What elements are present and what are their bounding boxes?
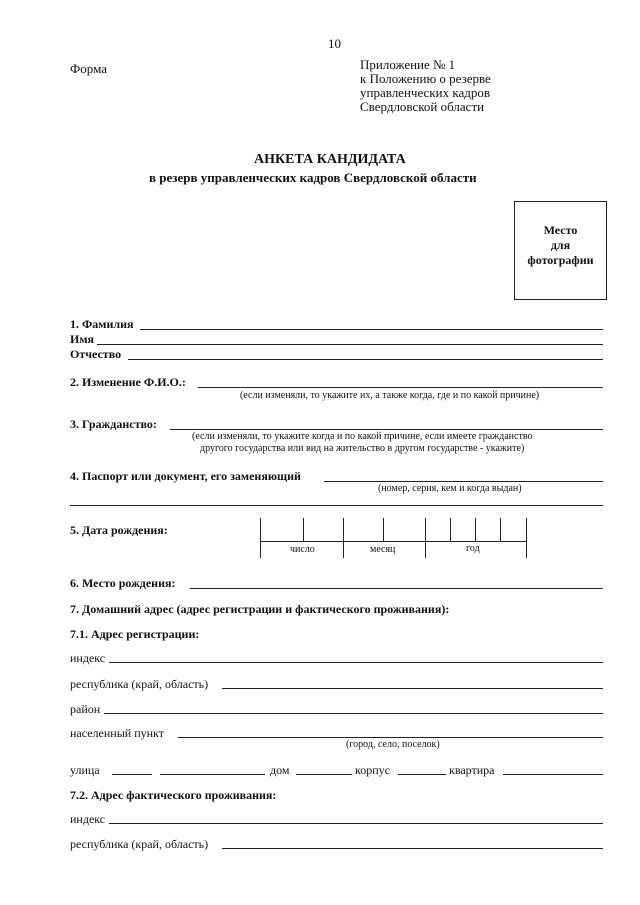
index-field[interactable]	[109, 823, 603, 824]
republic-field[interactable]	[222, 688, 603, 689]
citizenship-label: 3. Гражданство:	[70, 417, 157, 431]
apartment-field[interactable]	[503, 774, 603, 775]
house-field[interactable]	[296, 774, 352, 775]
date-day-label: число	[290, 544, 315, 555]
index-label: индекс	[70, 651, 106, 665]
form-title: АНКЕТА КАНДИДАТА	[254, 152, 406, 167]
appendix-line: управленческих кадров	[360, 85, 490, 100]
actual-address-heading: 7.2. Адрес фактического проживания:	[70, 788, 277, 802]
settlement-hint: (город, село, поселок)	[346, 739, 440, 750]
date-month-label: месяц	[370, 544, 396, 555]
photo-text: фотографии	[527, 253, 594, 267]
patronymic-field[interactable]	[128, 359, 603, 360]
photo-text: Место	[543, 223, 578, 237]
index-label: индекс	[70, 812, 106, 826]
citizenship-field[interactable]	[170, 429, 603, 430]
passport-field[interactable]	[324, 481, 603, 482]
surname-label: 1. Фамилия	[70, 317, 134, 331]
district-label: район	[70, 702, 101, 716]
birth-place-field[interactable]	[190, 588, 603, 589]
name-change-hint: (если изменяли, то укажите их, а также когда, где и по какой причине)	[240, 390, 540, 401]
birth-place-label: 6. Место рождения:	[70, 576, 176, 590]
appendix-line: Свердловской области	[360, 99, 485, 114]
apartment-label: квартира	[449, 763, 495, 777]
appendix-line: Приложение № 1	[360, 57, 456, 72]
name-label: Имя	[70, 332, 94, 346]
house-label: дом	[270, 763, 290, 777]
patronymic-label: Отчество	[70, 347, 122, 361]
form-subtitle: в резерв управленческих кадров Свердловской области	[149, 170, 477, 185]
photo-text: для	[550, 238, 571, 252]
republic-field[interactable]	[222, 848, 603, 849]
home-address-heading: 7. Домашний адрес (адрес регистрации и фактического проживания):	[70, 602, 450, 616]
reg-address-heading: 7.1. Адрес регистрации:	[70, 627, 200, 641]
settlement-field[interactable]	[178, 737, 603, 738]
index-field[interactable]	[109, 662, 603, 663]
birth-date-label: 5. Дата рождения:	[70, 523, 168, 537]
citizenship-hint: другого государства или вид на жительство в другом государстве - укажите)	[200, 443, 525, 454]
photo-placeholder	[514, 201, 607, 300]
settlement-label: населенный пункт	[70, 726, 164, 740]
name-change-label: 2. Изменение Ф.И.О.:	[70, 375, 186, 389]
name-field[interactable]	[97, 344, 603, 345]
building-field[interactable]	[398, 774, 446, 775]
republic-label: республика (край, область)	[70, 677, 209, 691]
name-change-field[interactable]	[198, 387, 603, 388]
building-label: корпус	[355, 763, 390, 777]
date-year-label: год	[466, 543, 480, 554]
form-label: Форма	[70, 61, 107, 76]
citizenship-hint: (если изменяли, то укажите когда и по какой причине, если имеете гражданство	[192, 431, 533, 442]
street-field[interactable]	[112, 774, 152, 775]
appendix-line: к Положению о резерве	[360, 71, 491, 86]
republic-label: республика (край, область)	[70, 837, 209, 851]
page-number: 10	[328, 36, 341, 51]
street-label: улица	[70, 763, 100, 777]
passport-field-line2[interactable]	[70, 505, 603, 506]
street-field-2[interactable]	[160, 774, 265, 775]
passport-hint: (номер, серия, кем и когда выдан)	[378, 483, 522, 494]
surname-field[interactable]	[140, 329, 603, 330]
passport-label: 4. Паспорт или документ, его заменяющий	[70, 469, 301, 483]
district-field[interactable]	[104, 713, 603, 714]
